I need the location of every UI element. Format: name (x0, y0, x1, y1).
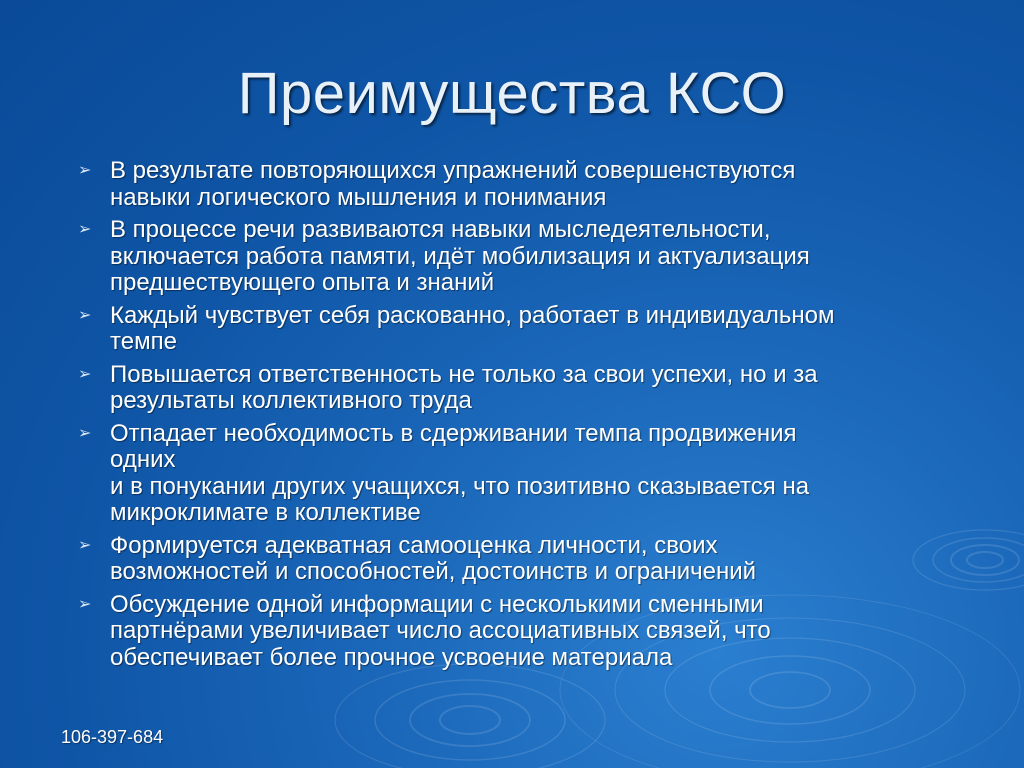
bullet-text-line: партнёрами увеличивает число ассоциативных связей, что (110, 617, 771, 644)
arrow-bullet-icon: ➢ (78, 365, 92, 383)
bullet-text-line: темпе (110, 328, 177, 355)
bullet-text-line: включается работа памяти, идёт мобилизация и актуализация (110, 242, 810, 270)
bullet-item (76, 421, 976, 527)
bullet-item (76, 217, 976, 297)
bullet-text-line: микроклимате в коллективе (110, 499, 421, 526)
arrow-bullet-icon: ➢ (78, 536, 92, 554)
bullet-item (76, 362, 976, 415)
arrow-bullet-icon: ➢ (78, 595, 92, 613)
arrow-bullet-icon: ➢ (78, 306, 92, 324)
arrow-bullet-icon: ➢ (78, 424, 92, 442)
arrow-bullet-icon: ➢ (78, 221, 92, 238)
bullet-text-line: Повышается ответственность не только за свои успехи, но и за (110, 360, 818, 388)
bullet-text-line: В процессе речи развиваются навыки мыследеятельности, (110, 216, 771, 243)
bullet-text-line: навыки логического мышления и понимания (110, 183, 607, 211)
bullet-item (76, 533, 976, 586)
bullet-text-line: и в понукании других учащихся, что позитивно сказывается на (110, 472, 810, 500)
bullet-item (76, 592, 976, 672)
bullet-item (76, 158, 976, 211)
bullet-text-line: возможностей и способностей, достоинств и ограничений (110, 558, 757, 585)
bullet-item (76, 303, 976, 356)
bullet-text-line: В результате повторяющихся упражнений совершенствуются (110, 157, 796, 184)
bullet-text-line: Каждый чувствует себя раскованно, работает в индивидуальном (110, 301, 835, 329)
bullet-list (76, 158, 976, 677)
slide-title: Преимущества КСО (237, 61, 787, 126)
slide-footer-number: 106-397-684 (61, 727, 164, 747)
bullet-text-line: Отпадает необходимость в сдерживании темпа продвижения (110, 419, 797, 447)
bullet-text-line: Формируется адекватная самооценка личности, своих (110, 531, 718, 559)
bullet-text-line: обеспечивает более прочное усвоение материала (110, 643, 673, 671)
bullet-text-line: предшествующего опыта и знаний (110, 269, 495, 296)
arrow-bullet-icon: ➢ (78, 162, 92, 179)
bullet-text-line: одних (110, 446, 176, 473)
bullet-text-line: Обсуждение одной информации с несколькими сменными (110, 590, 764, 618)
bullet-text-line: результаты коллективного труда (110, 387, 472, 414)
